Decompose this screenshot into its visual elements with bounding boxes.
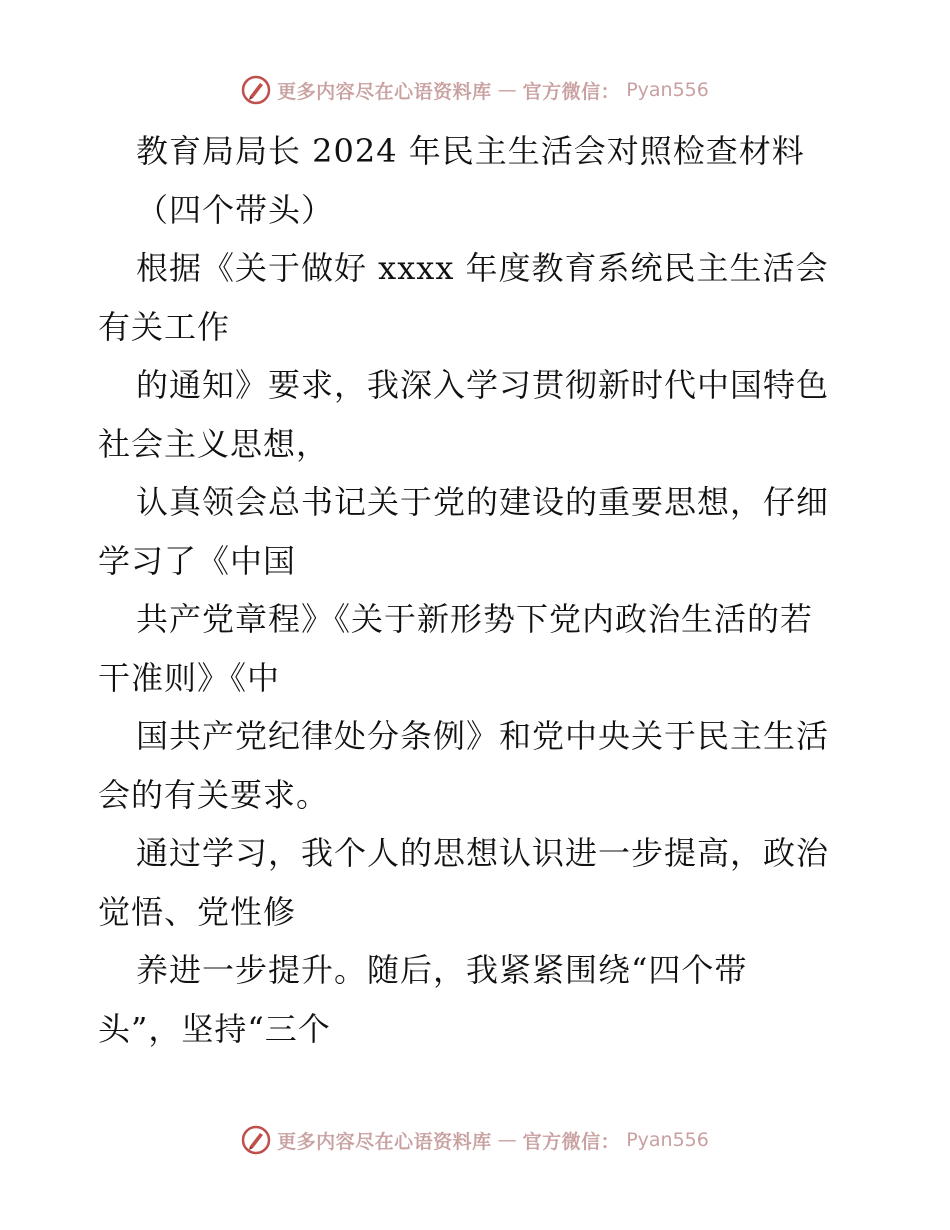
pen-logo-icon — [241, 75, 271, 105]
watermark-contact-label: 官方微信： — [522, 80, 621, 103]
watermark-brand-text: 更多内容尽在心语资料库 — [277, 80, 492, 103]
document-title: 教育局局长 2024 年民主生活会对照检查材料 — [136, 132, 805, 170]
text-line: 觉悟、党性修 — [98, 892, 297, 931]
text-line: 认真领会总书记关于党的建设的重要思想，仔细 — [136, 483, 830, 521]
text-line: 有关工作 — [98, 307, 231, 346]
text-line: 国共产党纪律处分条例》和党中央关于民主生活 — [136, 717, 830, 755]
text-line: 头”，坚持“三个 — [98, 1009, 331, 1048]
document-subtitle: （四个带头） — [136, 190, 335, 229]
text-line: 会的有关要求。 — [98, 775, 330, 814]
text-line: 学习了《中国 — [98, 541, 297, 580]
text-line: 通过学习，我个人的思想认识进一步提高，政治 — [136, 834, 830, 872]
watermark-handle: Pyan556 — [626, 1129, 709, 1151]
watermark-brand-text: 更多内容尽在心语资料库 — [277, 1130, 492, 1153]
text-line: 养进一步提升。随后，我紧紧围绕“四个带 — [136, 951, 748, 989]
watermark-dash: — — [497, 1129, 517, 1151]
text-line: 社会主义思想， — [98, 424, 330, 463]
text-line: 共产党章程》《关于新形势下党内政治生活的若 — [136, 600, 814, 638]
watermark-contact-label: 官方微信： — [522, 1130, 621, 1153]
header-watermark — [0, 70, 950, 110]
document-body — [98, 122, 858, 1058]
text-line: 根据《关于做好 xxxx 年度教育系统民主生活会 — [136, 249, 829, 287]
text-line: 的通知》要求，我深入学习贯彻新时代中国特色 — [136, 366, 830, 404]
footer-watermark — [0, 1120, 950, 1160]
text-line: 干准则》《中 — [98, 658, 281, 697]
pen-logo-icon — [241, 1125, 271, 1155]
watermark-handle: Pyan556 — [626, 79, 709, 101]
watermark-dash: — — [497, 79, 517, 101]
